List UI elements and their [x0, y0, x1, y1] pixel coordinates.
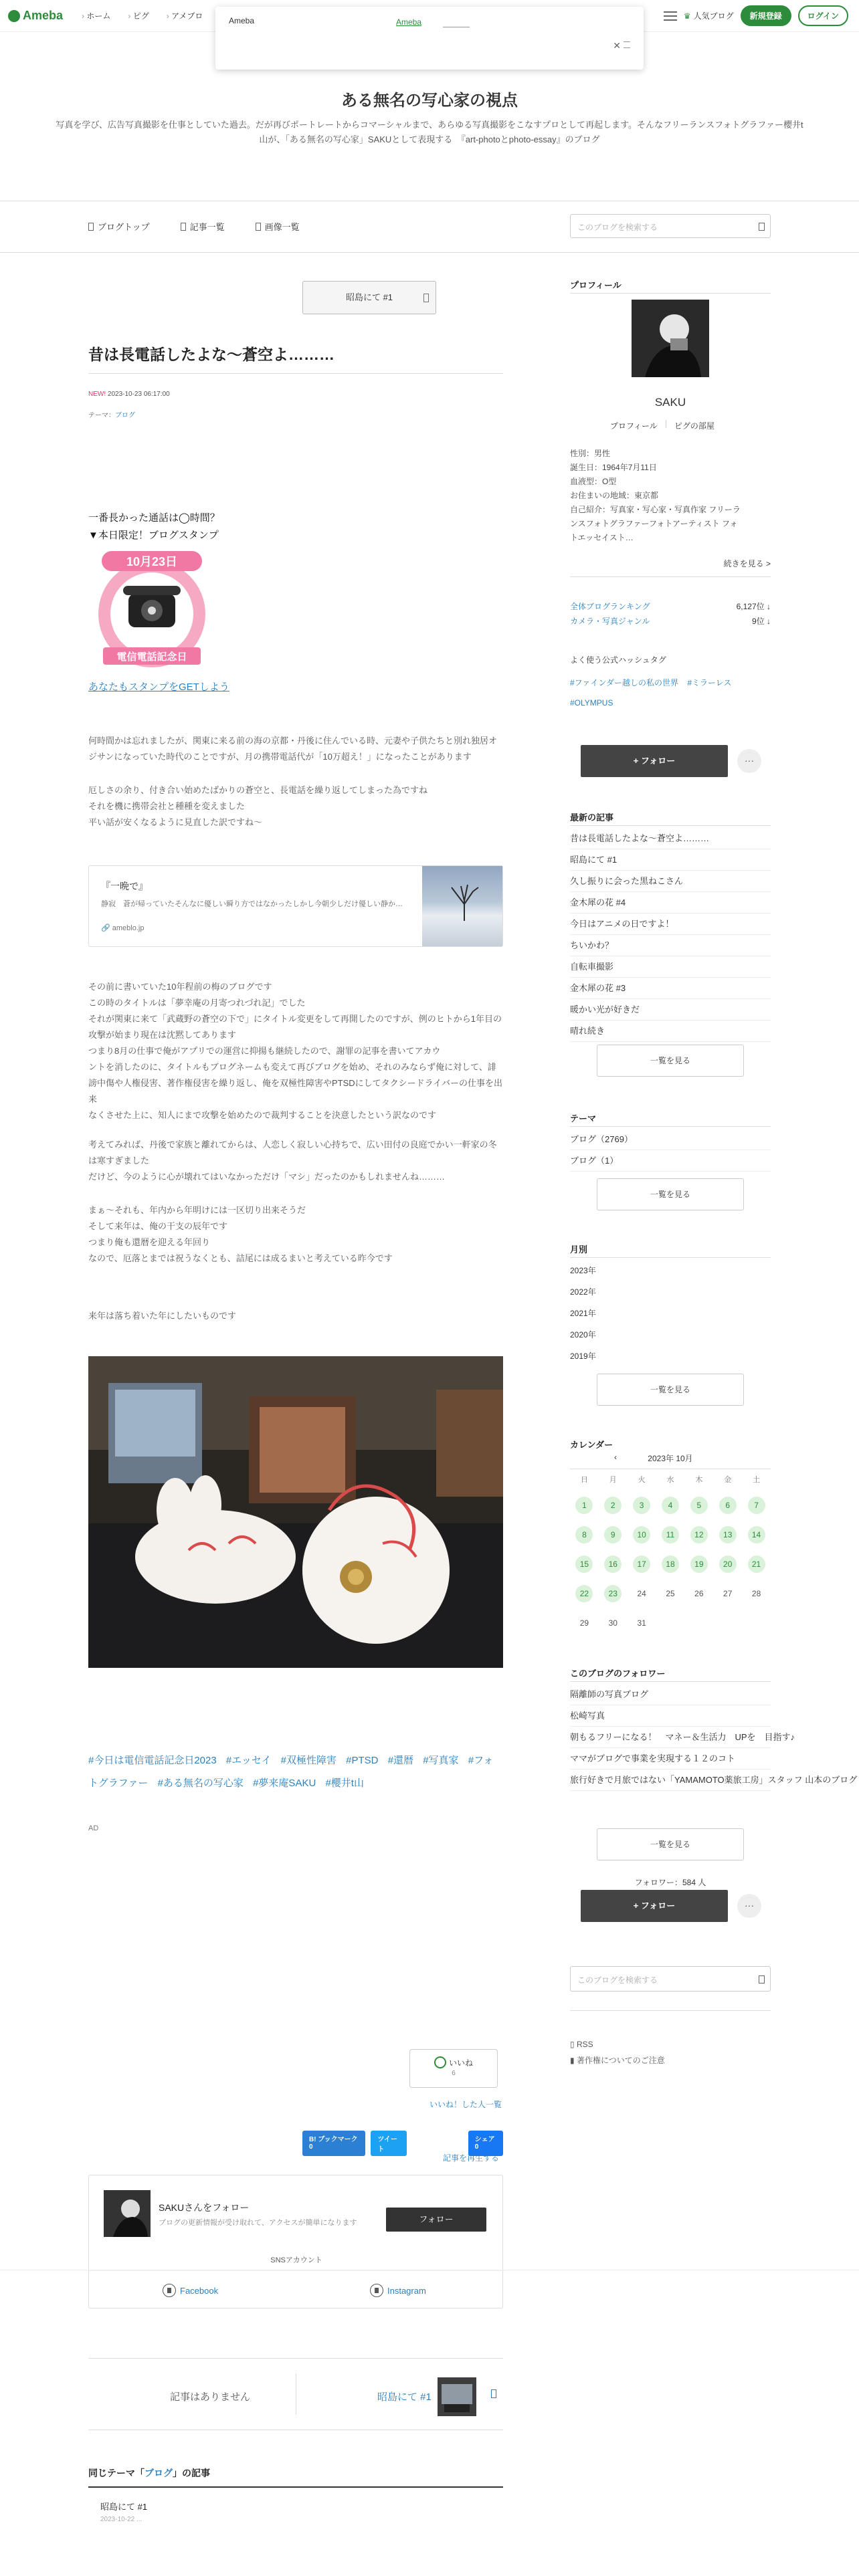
ameba-logo[interactable]	[8, 9, 63, 23]
follower-link[interactable]: 松崎写真	[570, 1705, 771, 1727]
divider	[570, 1126, 771, 1127]
text-line: 謗中傷や人権侵害、著作権侵害を繰り返し、俺を双極性障害やPTSDにしてタクシードライバーの仕事を出来	[88, 1078, 503, 1104]
calendar-day-link[interactable]	[684, 1555, 713, 1573]
calendar-day-link[interactable]	[570, 1585, 599, 1602]
article-hashtags	[88, 1749, 503, 1795]
article-title[interactable]: 昔は長電話したよな〜蒼空よ………	[88, 346, 335, 363]
text-line: ジサンになっていた時代のことですが、月の携帯電話代が「10万超え！」になったことがあります	[88, 752, 472, 762]
list-icon	[181, 223, 186, 231]
more-options-icon[interactable]: ···	[737, 749, 761, 773]
divider	[88, 2486, 503, 2488]
profile-intro-line: ンスフォトグラファーフォトアーティスト フォ	[570, 519, 738, 528]
calendar-day-number: 22	[575, 1585, 593, 1602]
calendar-day-number: 11	[662, 1526, 679, 1543]
follow-description: ブログの更新情報が受け取れて、アクセスが簡単になります	[159, 2219, 357, 2227]
calendar-day-link[interactable]	[742, 1555, 771, 1573]
profile-birthday: 誕生日：1964年7月11日	[570, 463, 657, 472]
profile-name[interactable]: SAKU	[654, 396, 686, 409]
recent-entry-link[interactable]: 久し振りに会った黒ねこさん	[570, 871, 771, 892]
follower-link[interactable]: 旅行好きで月旅ではない「YAMAMOTO薬旅工房」スタッフ 山本のブログ	[570, 1769, 771, 1791]
text-line: その前に書いていた10年程前の梅のブログです	[88, 982, 272, 992]
calendar-day-link[interactable]	[599, 1555, 628, 1573]
calendar-day-number: 7	[748, 1497, 765, 1514]
profile-gender: 性別：男性	[570, 449, 611, 458]
text-line: だけど、今のように心が壊れてはいなかっただけ「マシ」だったのかもしれませんね………	[88, 1172, 446, 1182]
facebook-icon	[163, 2284, 176, 2297]
embedded-link-card[interactable]	[88, 865, 503, 947]
recent-entry-link[interactable]: 自転車撮影	[570, 956, 771, 978]
monthly-more-button[interactable]: 一覧を見る	[597, 1374, 744, 1406]
calendar-day-number: 12	[690, 1526, 708, 1543]
text-line: なので、厄落とまでは祝うなくとも、詰尾には成るまいと考えている昨今です	[88, 1253, 393, 1263]
avatar	[104, 2190, 151, 2237]
ameba-brand-text: Ameba	[23, 9, 64, 22]
nav-blog-top-label: ブログトップ	[98, 222, 150, 232]
card-title: 『一晩で』	[101, 881, 148, 891]
recent-entry-link[interactable]: 昔は長電話したよな〜蒼空よ………	[570, 828, 771, 849]
text-line: 考えてみれば、丹後で家族と離れてからは、人恋しく寂しい心持ちで、広い田付の良庭でかい一軒家の冬	[88, 1140, 497, 1150]
calendar-day-number: 20	[719, 1555, 737, 1573]
follower-link[interactable]: 朝もるフリーになる！ マネー＆生活力 UPを 目指す♪	[570, 1727, 771, 1748]
calendar-day-link[interactable]	[656, 1555, 685, 1573]
like-users-link[interactable]: いいね！した人一覧	[430, 2100, 502, 2109]
calendar-grid	[570, 1474, 771, 1632]
hashtag-link[interactable]: #写真家	[423, 1755, 459, 1766]
close-icon[interactable]: ✕	[613, 40, 621, 51]
calendar-day-number: 2	[604, 1497, 622, 1514]
paragraph-3	[88, 979, 503, 1123]
text-line: 攻撃が始まり現在は沈黙してあります	[88, 1030, 237, 1040]
facebook-link[interactable]	[163, 2284, 218, 2297]
login-button[interactable]: ログイン	[798, 5, 848, 26]
recent-entries-heading: 最新の記事	[570, 813, 614, 823]
more-options-icon[interactable]: ···	[737, 1894, 761, 1918]
calendar-weekday: 木	[695, 1476, 703, 1484]
recent-entries-more-button[interactable]: 一覧を見る	[597, 1045, 744, 1077]
monthly-list	[570, 1260, 771, 1367]
nav-home-link[interactable]: › ホーム	[82, 10, 110, 21]
reblog-link[interactable]: 記事を再生する	[443, 2153, 500, 2163]
same-theme-suffix: 」の記事	[173, 2468, 210, 2478]
calendar-day-link[interactable]	[599, 1526, 628, 1543]
prev-entry-top-button[interactable]	[302, 281, 436, 314]
copyright-label: 著作権についてのご注意	[576, 2056, 665, 2065]
chevron-right-icon[interactable]	[491, 2389, 496, 2398]
themes-more-button[interactable]: 一覧を見る	[597, 1178, 744, 1210]
nav-image-list-label: 画像一覧	[264, 222, 300, 232]
text-line: 何時間かは忘れましたが、関東に来る前の海の京都・丹後に住んでいる時、元妻や子供たちと別れ独居オ	[88, 736, 498, 746]
hashtag-link[interactable]: #OLYMPUS	[570, 698, 613, 708]
hashtag-link[interactable]: #今日は電信電話記念日2023	[88, 1755, 217, 1766]
recent-entry-link[interactable]: 今日はアニメの日ですよ！	[570, 914, 771, 935]
profile-link[interactable]: プロフィール	[610, 421, 658, 431]
hashtag-link[interactable]: #エッセイ	[225, 1755, 272, 1766]
profile-more-link[interactable]: 続きを見る >	[723, 559, 771, 568]
divider	[570, 1681, 771, 1682]
calendar-day-link[interactable]	[570, 1497, 599, 1514]
calendar-day-number: 5	[690, 1497, 708, 1514]
recent-entry-link[interactable]: 暖かい光が好きだ	[570, 999, 771, 1021]
profile-location: お住まいの地域：東京都	[570, 491, 659, 500]
calendar-day-link[interactable]	[599, 1585, 628, 1602]
calendar-day-link[interactable]	[628, 1526, 656, 1543]
calendar-heading: カレンダー	[570, 1440, 613, 1450]
recent-entries-list	[570, 828, 771, 1042]
recent-entry-link[interactable]: ちいかわ？	[570, 935, 771, 956]
hashtag-link[interactable]: #フォトグラファー	[88, 1755, 494, 1789]
hashtag-link[interactable]: #ファインダー越しの私の世界	[570, 678, 678, 687]
profile-links	[610, 420, 714, 431]
image-icon	[256, 223, 261, 231]
prev-entry-top-label: 昭島にて #1	[345, 292, 393, 302]
profile-heading: プロフィール	[570, 280, 622, 290]
sns-accounts-heading: SNSアカウント	[270, 2256, 322, 2264]
ranking-genre-value: 9位 ↓	[751, 617, 771, 626]
calendar-day-number: 9	[604, 1526, 622, 1543]
month-link[interactable]: 2023年	[570, 1266, 596, 1275]
calendar-day-link[interactable]	[599, 1497, 628, 1514]
popup-brand: Ameba	[229, 16, 255, 25]
month-link[interactable]: 2021年	[570, 1309, 596, 1318]
follower-link[interactable]: ママがブログで事業を実現する１２のコト	[570, 1748, 771, 1769]
hashtag-link[interactable]: #櫻井t山	[325, 1778, 364, 1789]
calendar-day-link[interactable]	[570, 1526, 599, 1543]
popular-blogs-label: 人気ブログ	[693, 11, 734, 21]
paragraph-1	[88, 733, 497, 765]
calendar-day-link[interactable]	[684, 1497, 713, 1514]
stamp-label: 電信電話記念日	[116, 651, 187, 663]
calendar-weekday: 金	[724, 1476, 732, 1484]
instagram-icon	[370, 2284, 383, 2297]
profile-intro-line: トエッセイスト…	[570, 533, 634, 542]
official-hashtags	[570, 673, 771, 713]
calendar-day-link[interactable]	[742, 1497, 771, 1514]
calendar-day: 27	[723, 1589, 733, 1598]
calendar-day-number: 10	[633, 1526, 650, 1543]
pigg-room-link[interactable]: ピグの部屋	[674, 421, 714, 431]
calendar-day-number: 16	[604, 1555, 622, 1573]
intro-line-1: 一番長かった通話は◯時間？	[88, 512, 220, 524]
divider	[89, 2270, 504, 2271]
calendar-month-nav	[570, 1453, 771, 1464]
prev-entry-none: 記事はありません	[170, 2391, 251, 2403]
hatena-bookmark-button[interactable]: B! ブックマーク 0	[302, 2131, 365, 2156]
same-theme-prefix: 同じテーマ「	[88, 2468, 145, 2478]
calendar-day-number: 13	[719, 1526, 737, 1543]
avatar-image	[104, 2190, 151, 2237]
divider	[88, 373, 503, 374]
facebook-label: Facebook	[180, 2285, 219, 2296]
article-theme	[88, 409, 135, 419]
followers-heading: このブログのフォロワー	[570, 1669, 666, 1679]
intro-text	[88, 510, 220, 544]
like-icon	[434, 2056, 446, 2068]
text-line: ントを消したのに、タイトルもブログネームも変えて再びブログを始め、それのみならず俺に対して、誹	[88, 1062, 496, 1072]
ranking-overall-value: 6,127位 ↓	[736, 602, 771, 611]
crown-icon: ♛	[683, 11, 691, 21]
official-hashtags-heading: よく使う公式ハッシュタグ	[570, 655, 666, 665]
text-line: そして来年は、俺の干支の辰年です	[88, 1221, 228, 1231]
calendar-day: 25	[666, 1589, 675, 1598]
card-source	[101, 924, 144, 932]
link-icon: 🔗	[101, 924, 110, 932]
text-line: まぁ〜それも、年内から年明けには一区切り出来そうだ	[88, 1205, 306, 1215]
calendar-day-link[interactable]	[742, 1526, 771, 1543]
popup-link[interactable]: Ameba	[396, 17, 422, 27]
paragraph-5	[88, 1202, 393, 1267]
text-line: つまり俺も還暦を迎える年回り	[88, 1237, 211, 1247]
themes-heading: テーマ	[570, 1113, 597, 1123]
calendar-day-number: 14	[748, 1526, 765, 1543]
recent-entry-link[interactable]: 金木犀の花 #3	[570, 978, 771, 999]
text-line: それが関東に来て「武蔵野の蒼空の下で」にタイトル変更をして再開したのですが、例のヒトから1年目の	[88, 1014, 502, 1024]
next-entry-link[interactable]: 昭島にて #1	[377, 2391, 432, 2403]
calendar-day: 31	[637, 1618, 646, 1628]
month-link[interactable]: 2022年	[570, 1287, 596, 1297]
text-line: つまり8月の仕事で俺がアプリでの運営に抑揚も継続したので、謝罪の記事を書いてアカウ	[88, 1046, 441, 1056]
blog-search-placeholder: このブログを検索する	[577, 223, 658, 232]
card-description: 静寂 蒼が帰っていたそんなに優しい瞬り方ではなかったしかし今朝少しだけ優しい静か…	[101, 900, 403, 908]
card-thumbnail	[422, 866, 502, 946]
calendar-day-link[interactable]	[628, 1497, 656, 1514]
recent-entry-link[interactable]: 昭島にて #1	[570, 849, 771, 871]
ameba-logo-icon	[8, 10, 20, 22]
search-icon[interactable]	[759, 1975, 765, 1983]
card-source-domain: ameblo.jp	[112, 924, 145, 932]
tree-image	[448, 881, 481, 921]
list-icon[interactable]	[624, 41, 630, 48]
header-actions	[664, 5, 848, 26]
follow-box	[88, 2175, 503, 2309]
text-line: それを機に携帯会社と種種を変えました	[88, 801, 246, 811]
blog-search-input[interactable]	[570, 214, 771, 238]
global-nav	[82, 10, 203, 21]
divider	[570, 825, 771, 826]
calendar-day-number: 6	[719, 1497, 737, 1514]
profile-avatar[interactable]	[632, 300, 709, 377]
popular-blogs-link[interactable]	[684, 10, 734, 21]
paragraph-4	[88, 1137, 497, 1185]
divider	[570, 1257, 771, 1258]
stamp-date: 10月23日	[126, 555, 178, 568]
copyright-icon: ▮	[570, 2056, 577, 2065]
paragraph-2	[88, 782, 427, 831]
instagram-link[interactable]	[370, 2284, 426, 2297]
search-icon[interactable]	[759, 223, 765, 231]
divider	[570, 293, 771, 294]
ceramic-figures-image	[88, 1356, 503, 1668]
calendar-month: 2023年 10月	[648, 1454, 693, 1463]
followers-list	[570, 1684, 858, 1791]
follow-button[interactable]: フォロー	[386, 2208, 486, 2232]
nav-entry-list-label: 記事一覧	[189, 222, 225, 232]
ranking-overall-link[interactable]: 全体ブログランキング	[570, 602, 650, 611]
rss-label: RSS	[576, 2040, 593, 2049]
hashtag-link[interactable]: #PTSD	[346, 1755, 379, 1766]
calendar-day-number: 1	[575, 1497, 593, 1514]
like-label: いいね	[448, 2058, 473, 2068]
blog-stamp-image[interactable]	[88, 547, 215, 674]
recent-entry-link[interactable]: 金木犀の花 #4	[570, 892, 771, 914]
theme-link[interactable]: ブログ（1）	[570, 1150, 771, 1172]
same-theme-heading	[88, 2466, 210, 2480]
blog-description: 写真を学び、広告写真撮影を仕事としていた過去。だが再びポートレートからコマーシャルまで、あらゆる写真撮影をこなすプロとして再起します。そんなフリーランスフォトグラファー櫻井t山が、「ある無名の写心家」SAKUとして表現する 『art-photoとphoto-essay』のブログ	[56, 120, 803, 144]
hashtag-link[interactable]: #ミラーレス	[687, 678, 732, 687]
nav-blog-top[interactable]	[88, 220, 150, 233]
instagram-label: Instagram	[387, 2285, 426, 2296]
blog-nav	[0, 201, 859, 253]
like-count: 6	[452, 2070, 456, 2078]
profile-intro-line: 自己紹介：写真家・写心家・写真作家 フリーラ	[570, 505, 741, 514]
like-button[interactable]	[409, 2049, 498, 2088]
calendar-day-link[interactable]	[713, 1555, 742, 1573]
home-icon	[88, 223, 94, 231]
nav-pigg-link[interactable]: › ピグ	[128, 10, 149, 21]
month-link[interactable]: 2019年	[570, 1352, 596, 1361]
monthly-heading: 月別	[570, 1245, 588, 1255]
ranking-overall	[570, 601, 771, 612]
copyright-link[interactable]	[570, 2054, 665, 2066]
get-stamp-link[interactable]: あなたもスタンプをGETしよう	[88, 681, 229, 693]
follow-button[interactable]: + フォロー	[581, 745, 728, 777]
calendar-day-number: 17	[633, 1555, 650, 1573]
calendar-day: 24	[637, 1589, 646, 1598]
same-theme-entry-link[interactable]: 昭島にて #1	[100, 2502, 148, 2512]
calendar-day: 29	[579, 1618, 589, 1628]
ameba-popup	[215, 7, 644, 70]
calendar-day-link[interactable]	[713, 1526, 742, 1543]
calendar-weekday: 土	[753, 1476, 761, 1484]
calendar-day-link[interactable]	[656, 1497, 685, 1514]
theme-link[interactable]: ブログ（2769）	[570, 1129, 771, 1150]
calendar-day-link[interactable]	[656, 1526, 685, 1543]
same-theme-link[interactable]: ブログ	[145, 2468, 173, 2478]
calendar-day-number: 4	[662, 1497, 679, 1514]
nav-image-list[interactable]	[256, 220, 300, 233]
calendar-weekday: 日	[580, 1476, 588, 1484]
theme-label: テーマ：	[88, 412, 115, 419]
menu-icon[interactable]	[664, 11, 677, 21]
chevron-left-icon[interactable]: ‹	[614, 1453, 617, 1462]
calendar-day: 30	[608, 1618, 617, 1628]
profile-blood-type: 血液型：O型	[570, 477, 617, 486]
tweet-button[interactable]: ツイート	[371, 2131, 406, 2156]
calendar-day-number: 18	[662, 1555, 679, 1573]
facebook-share-button[interactable]: シェア 0	[468, 2131, 503, 2156]
text-line: なくさせた上に、知人にまで攻撃を始めたので裁判することを決意したという訳なのです	[88, 1110, 437, 1120]
divider	[570, 2010, 771, 2011]
calendar-day-number: 15	[575, 1555, 593, 1573]
calendar-day: 28	[751, 1589, 761, 1598]
hashtag-link[interactable]: #夢来庵SAKU	[253, 1778, 316, 1789]
follower-count: フォロワー：584 人	[634, 1878, 706, 1887]
entry-pager	[88, 2358, 503, 2430]
calendar-day-link[interactable]	[684, 1526, 713, 1543]
calendar-day-number: 3	[633, 1497, 650, 1514]
blog-title[interactable]: ある無名の写心家の視点	[341, 92, 518, 110]
hashtag-link[interactable]: #還暦	[387, 1755, 414, 1766]
nav-entry-list[interactable]	[181, 220, 225, 233]
signup-button[interactable]: 新規登録	[741, 5, 791, 26]
month-link[interactable]: 2020年	[570, 1330, 596, 1339]
calendar-day-number: 21	[748, 1555, 765, 1573]
sidebar-search-placeholder: このブログを検索する	[577, 1975, 658, 1985]
follower-link[interactable]: 隔離師の写真ブログ	[570, 1684, 771, 1705]
nav-ameblo-link[interactable]: › アメブロ	[167, 10, 203, 21]
next-entry-thumbnail[interactable]	[438, 2377, 476, 2416]
follow-name: SAKUさんをフォロー	[159, 2202, 250, 2213]
chevron-right-icon	[423, 294, 429, 302]
profile-photo	[632, 300, 709, 377]
text-line: 厄しさの余り、付き合い始めたばかりの蒼空と、長電話を繰り返してしまった為ですね	[88, 785, 428, 795]
followers-more-button[interactable]: 一覧を見る	[597, 1828, 744, 1860]
text-line: 平い話が安くなるように見直した訳ですね〜	[88, 817, 263, 827]
ranking-genre	[570, 615, 771, 627]
article-photo[interactable]	[88, 1356, 503, 1668]
ad-label: AD	[88, 1824, 99, 1832]
calendar-weekday: 水	[666, 1476, 674, 1484]
calendar-day-number: 19	[690, 1555, 708, 1573]
ranking-genre-link[interactable]: カメラ・写真ジャンル	[570, 617, 650, 626]
theme-link[interactable]: ブログ	[115, 412, 135, 419]
hashtag-link[interactable]: #双極性障害	[280, 1755, 337, 1766]
paragraph-6: 来年は落ち着いた年にしたいものです	[88, 1311, 237, 1321]
article-date	[88, 391, 170, 398]
divider	[570, 576, 771, 577]
themes-list	[570, 1129, 771, 1172]
calendar-weekday: 月	[609, 1476, 617, 1484]
calendar-day-link[interactable]	[628, 1555, 656, 1573]
calendar-day: 26	[694, 1589, 704, 1598]
follow-button[interactable]: + フォロー	[581, 1890, 728, 1922]
rss-icon: ▯	[570, 2040, 577, 2049]
article-datetime: 2023-10-23 06:17:00	[107, 391, 170, 398]
same-theme-entry-date: 2023-10-22 ...	[100, 2516, 142, 2523]
profile-info	[570, 447, 771, 545]
calendar-day-number: 8	[575, 1526, 593, 1543]
new-badge: NEW!	[88, 391, 106, 398]
calendar-day-link[interactable]	[570, 1555, 599, 1573]
intro-line-2: ▼本日限定！ブログスタンプ	[88, 530, 219, 541]
recent-entry-link[interactable]: 晴れ続き	[570, 1021, 771, 1042]
calendar-day-number: 23	[604, 1585, 622, 1602]
sidebar-search-input[interactable]	[570, 1966, 771, 1992]
calendar-day-link[interactable]	[713, 1497, 742, 1514]
rss-link[interactable]	[570, 2040, 593, 2049]
thumbnail-image	[438, 2377, 476, 2416]
hashtag-link[interactable]: #ある無名の写心家	[157, 1778, 244, 1789]
text-line: この時のタイトルは「夢幸庵の月寄つれづれ記」でした	[88, 998, 306, 1008]
calendar-weekday: 火	[638, 1476, 646, 1484]
text-line: は寒すぎました	[88, 1156, 150, 1166]
